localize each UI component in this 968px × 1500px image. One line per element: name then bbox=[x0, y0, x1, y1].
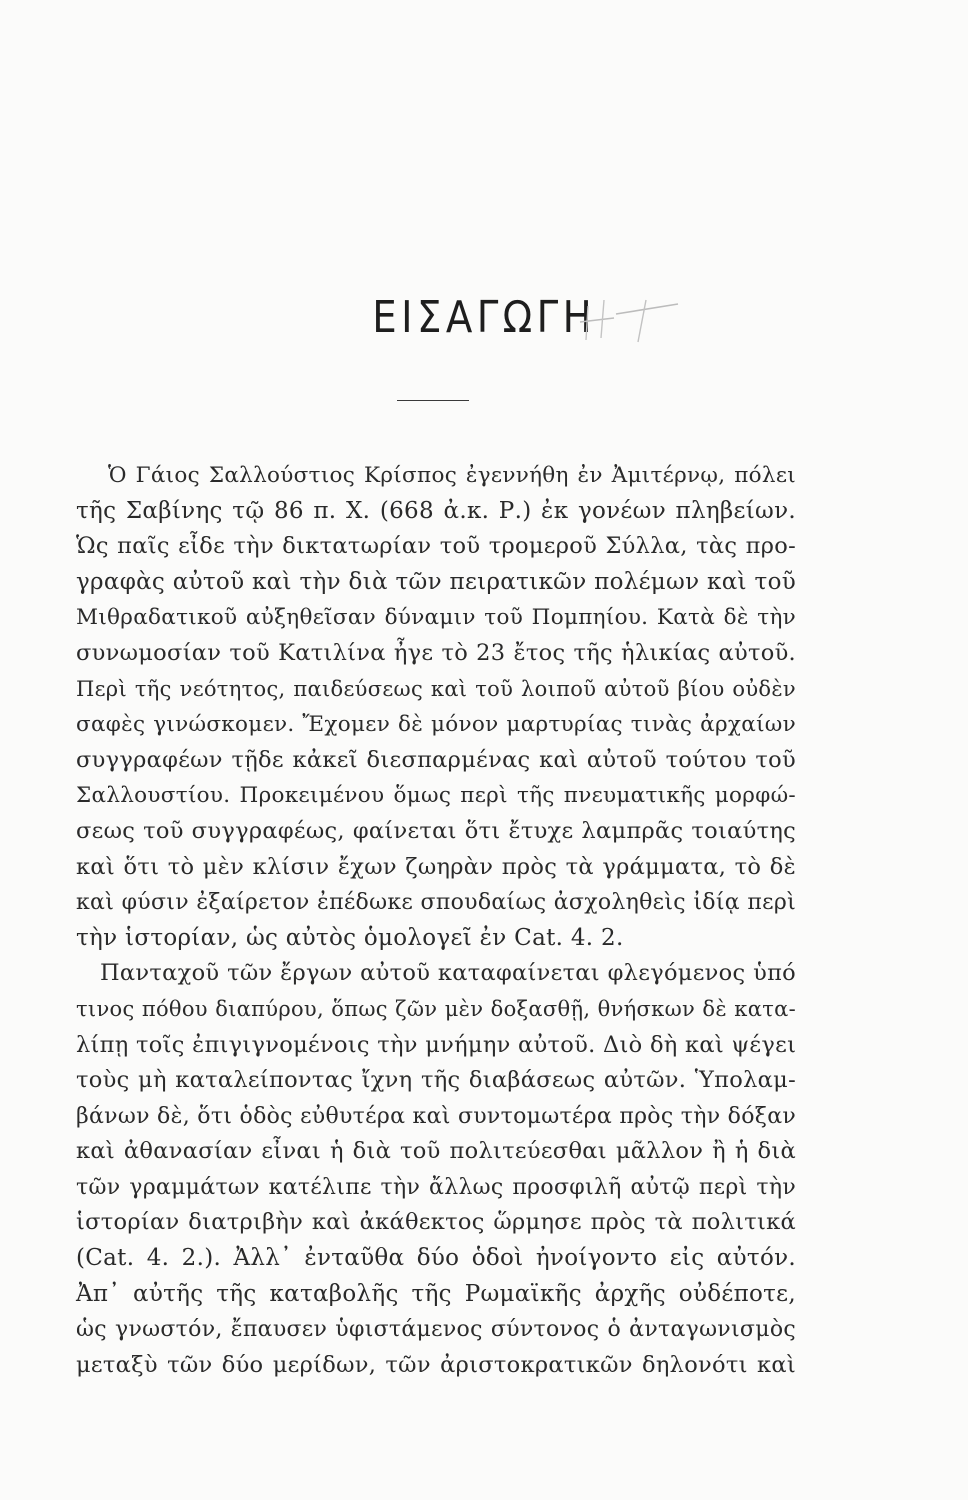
text-line: Ἀπ᾽ αὐτῆς τῆς καταβολῆς τῆς Ρωμαϊκῆς ἀρχῆς οὐδέποτε, bbox=[76, 1280, 796, 1307]
text-line: καὶ φύσιν ἐξαίρετον ἐπέδωκε σπουδαίως ἀσχοληθεὶς ἰδίᾳ περὶ bbox=[76, 890, 796, 916]
text-line: Μιθραδατικοῦ αὐξηθεῖσαν δύναμιν τοῦ Πομπηίου. Κατὰ δὲ τὴν bbox=[76, 605, 796, 631]
text-line: Σαλλουστίου. Προκειμένου ὅμως περὶ τῆς πνευματικῆς μορφώ- bbox=[76, 783, 796, 809]
text-line: Πανταχοῦ τῶν ἔργων αὐτοῦ καταφαίνεται φλεγόμενος ὑπό bbox=[100, 960, 796, 987]
text-line: σαφὲς γινώσκομεν. Ἔχομεν δὲ μόνον μαρτυρίας τινὰς ἀρχαίων bbox=[76, 712, 796, 738]
text-line: καὶ ὅτι τὸ μὲν κλίσιν ἔχων ζωηρὰν πρὸς τὰ γράμματα, τὸ δὲ bbox=[76, 853, 796, 880]
page-title: ΕΙΣΑΓΩΓΗ bbox=[372, 292, 596, 343]
text-line: μεταξὺ τῶν δύο μερίδων, τῶν ἀριστοκρατικῶν δηλονότι καὶ bbox=[76, 1351, 796, 1378]
text-line: Ὁ Γάιος Σαλλούστιος Κρίσπος ἐγεννήθη ἐν Ἀμιτέρνῳ, πόλει bbox=[108, 463, 796, 488]
pencil-annotation bbox=[574, 292, 684, 362]
text-line: τινος πόθου διαπύρου, ὅπως ζῶν μὲν δοξασθῇ, θνήσκων δὲ κατα- bbox=[76, 996, 796, 1021]
text-line: τῶν γραμμάτων κατέλιπε τὴν ἄλλως προσφιλῆ αὐτῷ περὶ τὴν bbox=[76, 1174, 796, 1200]
text-line: (Cat. 4. 2.). Ἀλλ᾽ ἐνταῦθα δύο ὁδοὶ ἠνοίγοντο εἰς αὐτόν. bbox=[76, 1245, 796, 1272]
title-divider bbox=[397, 400, 469, 401]
text-line: λίπῃ τοῖς ἐπιγιγνομένοις τὴν μνήμην αὐτοῦ. Διὸ δὴ καὶ ψέγει bbox=[76, 1031, 797, 1058]
text-line: τῆς Σαβίνης τῷ 86 π. Χ. (668 ἀ.κ. Ρ.) ἐκ γονέων πληβείων. bbox=[76, 497, 796, 524]
text-line: ὡς γνωστόν, ἔπαυσεν ὑφιστάμενος σύντονος ὁ ἀνταγωνισμὸς bbox=[76, 1317, 796, 1343]
text-line: συγγραφέων τῇδε κἀκεῖ διεσπαρμένας καὶ αὐτοῦ τούτου τοῦ bbox=[76, 746, 796, 773]
text-line: Περὶ τῆς νεότητος, παιδεύσεως καὶ τοῦ λοιποῦ αὐτοῦ βίου οὐδὲν bbox=[76, 676, 796, 701]
text-line: σεως τοῦ συγγραφέως, φαίνεται ὅτι ἔτυχε λαμπρᾶς τοιαύτης bbox=[76, 817, 796, 844]
text-line: τὴν ἱστορίαν, ὡς αὐτὸς ὁμολογεῖ ἐν Cat. 4. 2. bbox=[76, 924, 624, 951]
title-block bbox=[0, 292, 968, 343]
text-line: ἱστορίαν διατριβὴν καὶ ἀκάθεκτος ὥρμησε πρὸς τὰ πολιτικά bbox=[76, 1209, 796, 1236]
text-line: συνωμοσίαν τοῦ Κατιλίνα ἦγε τὸ 23 ἔτος τῆς ἡλικίας αὐτοῦ. bbox=[76, 639, 796, 666]
text-line: γραφὰς αὐτοῦ καὶ τὴν διὰ τῶν πειρατικῶν πολέμων καὶ τοῦ bbox=[76, 568, 796, 595]
body-text bbox=[76, 458, 796, 1383]
text-line: τοὺς μὴ καταλείποντας ἴχνη τῆς διαβάσεως αὐτῶν. Ὑπολαμ- bbox=[76, 1067, 796, 1094]
text-line: καὶ ἀθανασίαν εἶναι ἡ διὰ τοῦ πολιτεύεσθαι μᾶλλον ἢ ἡ διὰ bbox=[76, 1138, 796, 1165]
text-line: βάνων δὲ, ὅτι ὁδὸς εὐθυτέρα καὶ συντομωτέρα πρὸς τὴν δόξαν bbox=[76, 1103, 797, 1129]
text-line: Ὡς παῖς εἶδε τὴν δικτατωρίαν τοῦ τρομεροῦ Σύλλα, τὰς προ- bbox=[76, 533, 796, 560]
